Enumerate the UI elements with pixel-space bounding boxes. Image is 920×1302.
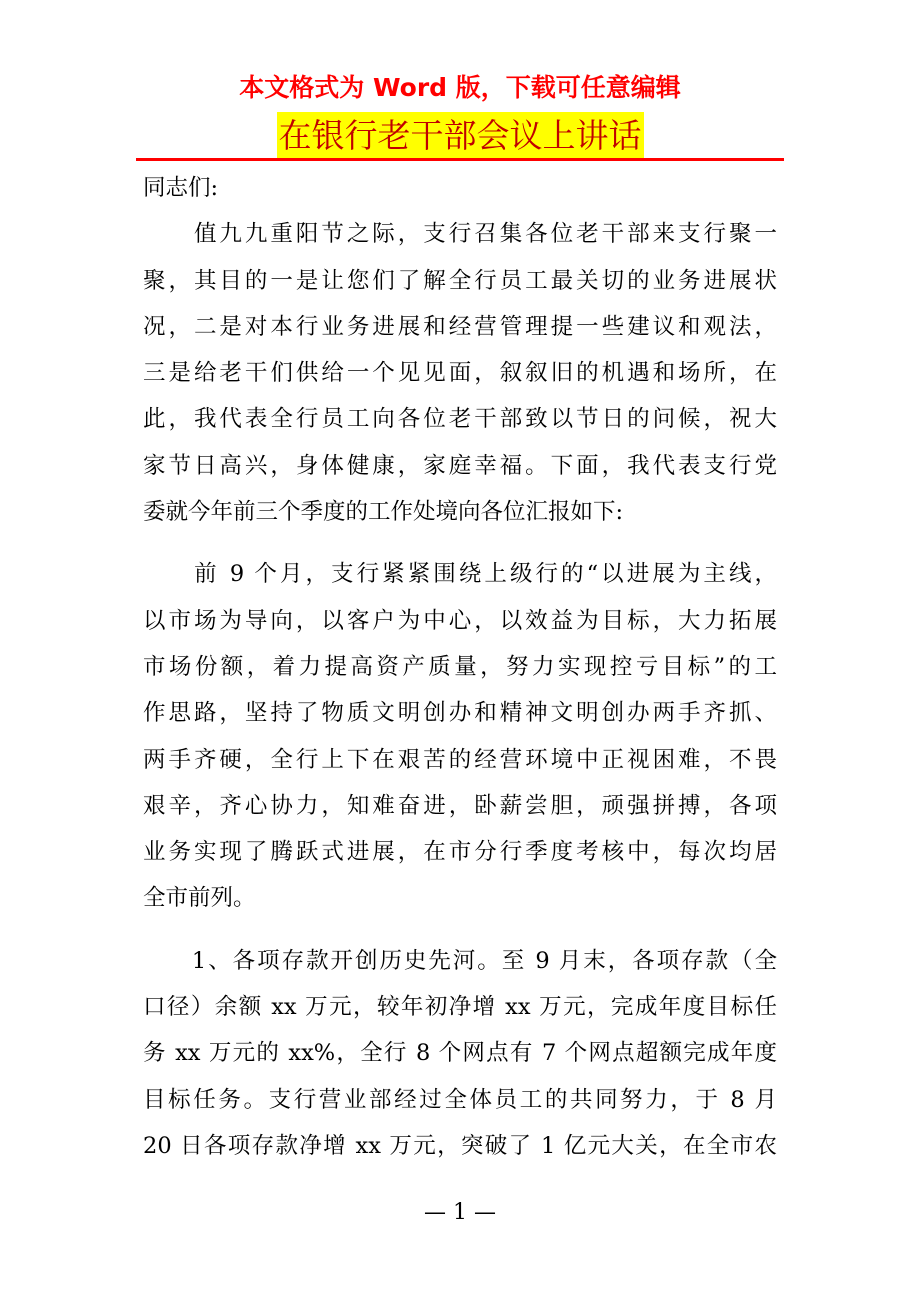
text-line: 艰辛，齐心协力，知难奋进，卧薪尝胆，顽强拼搏，各项 bbox=[143, 792, 777, 819]
text-line: 1、各项存款开创历史先河。至 9 月末，各项存款（全 bbox=[143, 947, 777, 974]
title-divider bbox=[136, 158, 784, 161]
text-line: 作思路，坚持了物质文明创办和精神文明创办两手齐抓、 bbox=[143, 700, 777, 727]
document-body bbox=[143, 168, 777, 1188]
text-line: 务 xx 万元的 xx%，全行 8 个网点有 7 个网点超额完成年度 bbox=[143, 1040, 777, 1067]
paragraph bbox=[143, 214, 777, 538]
text-line: 委就今年前三个季度的工作处境向各位汇报如下: bbox=[143, 499, 624, 526]
salutation: 同志们: bbox=[143, 175, 219, 201]
text-line: 以市场为导向，以客户为中心，以效益为目标，大力拓展 bbox=[143, 607, 777, 634]
format-notice-banner: 本文格式为 Word 版，下载可任意编辑 bbox=[239, 73, 681, 102]
text-line: 况，二是对本行业务进展和经营管理提一些建议和观法， bbox=[143, 313, 777, 340]
text-line: 目标任务。支行营业部经过全体员工的共同努力，于 8 月 bbox=[143, 1086, 777, 1113]
text-line: 聚，其目的一是让您们了解全行员工最关切的业务进展状 bbox=[143, 267, 777, 294]
text-line: 家节日高兴，身体健康，家庭幸福。下面，我代表支行党 bbox=[143, 452, 777, 479]
paragraph bbox=[143, 941, 777, 1172]
text-line: 业务实现了腾跃式进展，在市分行季度考核中，每次均居 bbox=[143, 839, 777, 866]
text-line: 三是给老干们供给一个见见面，叙叙旧的机遇和场所，在 bbox=[143, 360, 777, 387]
text-line: 此，我代表全行员工向各位老干部致以节日的问候，祝大 bbox=[143, 406, 777, 433]
text-line: 20 日各项存款净增 xx 万元，突破了 1 亿元大关，在全市农 bbox=[143, 1132, 777, 1159]
text-line: 两手齐硬，全行上下在艰苦的经营环境中正视困难，不畏 bbox=[143, 746, 777, 773]
document-title: 在银行老干部会议上讲话 bbox=[277, 112, 644, 160]
text-line: 前 9 个月，支行紧紧围绕上级行的“以进展为主线， bbox=[143, 561, 777, 588]
text-line: 口径）余额 xx 万元，较年初净增 xx 万元，完成年度目标任 bbox=[143, 994, 777, 1021]
paragraph bbox=[143, 554, 777, 924]
text-line: 值九九重阳节之际，支行召集各位老干部来支行聚一 bbox=[143, 221, 777, 248]
page-number: — 1 — bbox=[424, 1200, 496, 1225]
text-line: 全市前列。 bbox=[143, 885, 256, 912]
text-line: 市场份额，着力提高资产质量，努力实现控亏目标”的工 bbox=[143, 653, 777, 680]
